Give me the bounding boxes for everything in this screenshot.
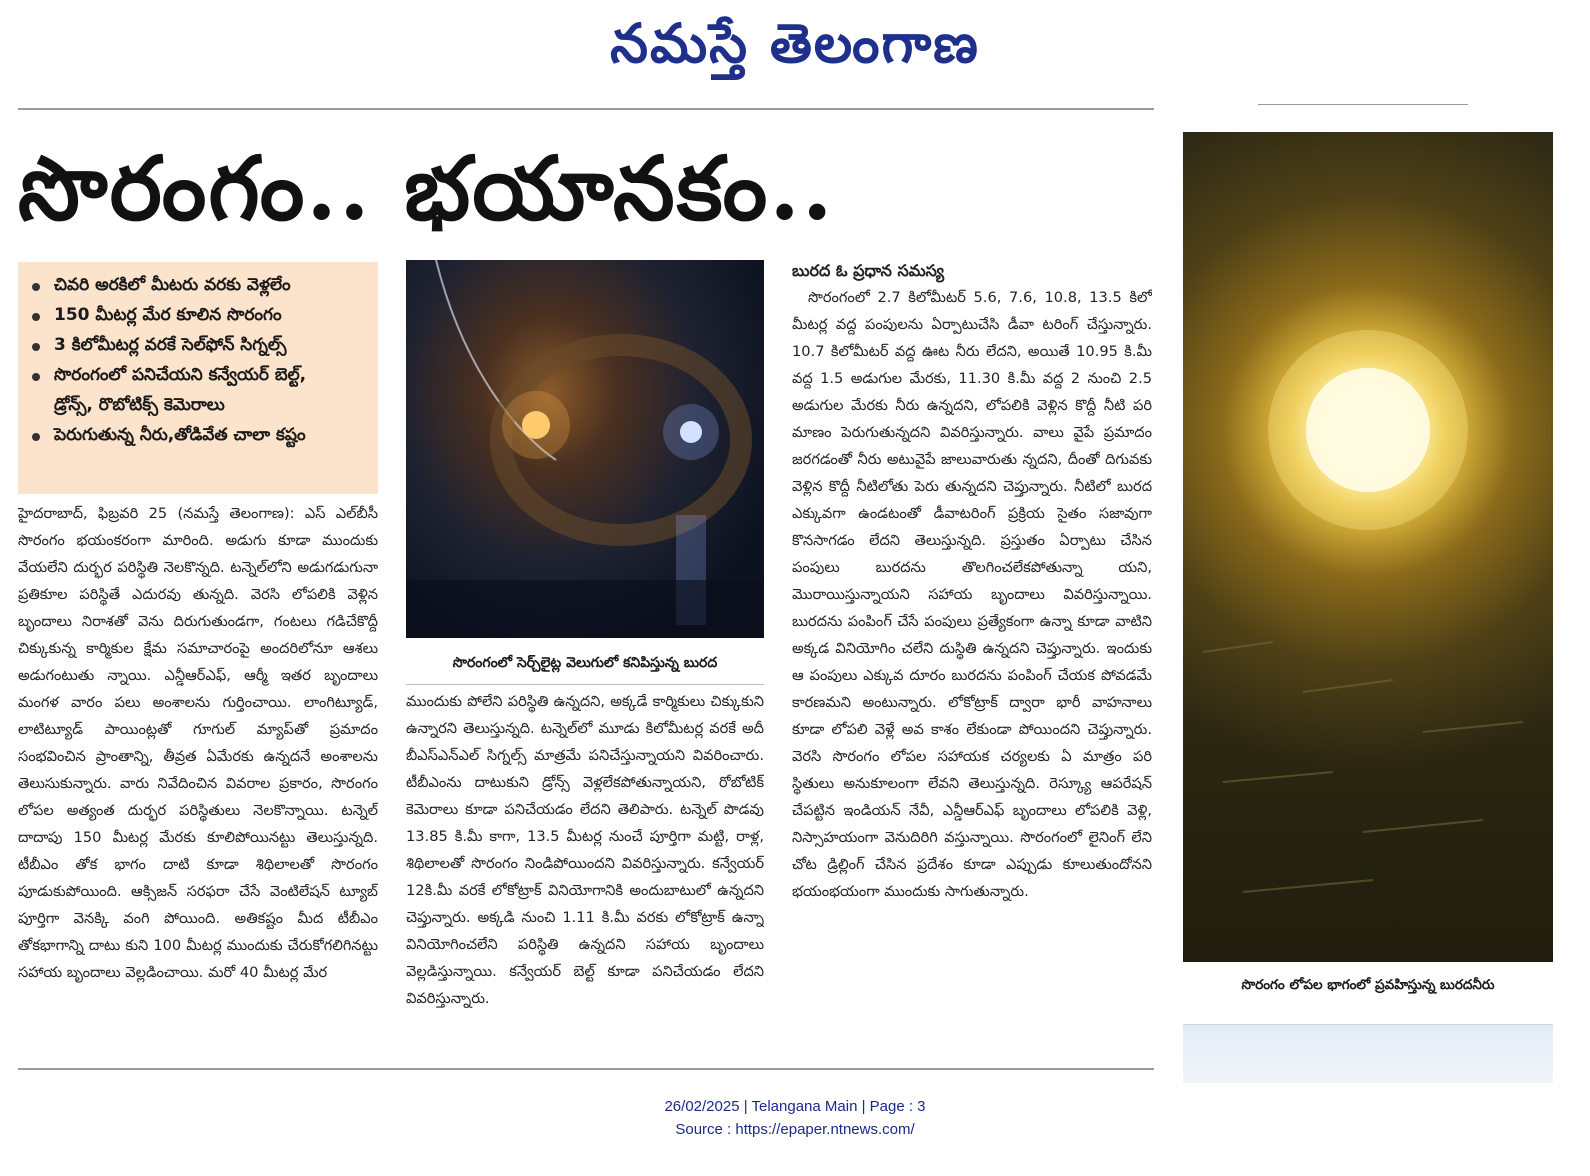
headline: సొరంగం.. భయానకం.. (18, 136, 835, 240)
footer-source: Source : https://epaper.ntnews.com/ (675, 1121, 915, 1138)
article-text-col2: ముందుకు పోలేని పరిస్థితి ఉన్నదని, అక్కడే కార్మికులు చిక్కుకుని ఉన్నారని తెలుస్తున్నది. టన్నెల్‌లో మూడు కిలోమీటర్ల వరకే అదీ బీఎస్ఎన్ఎల్ సిగ్నల్స్ మాత్రమే పనిచేస్తున్నాయని వివరించారు. టీబీఎంను దాటుకుని డ్రోన్స్ వెళ్లలేకపోతున్నాయని, రోబోటిక్ కెమెరాలు కూడా పనిచేయడం లేదని తెలిపారు. టన్నెల్ పొడవు 13.85 కి.మీ కాగా, 13.5 మీటర్ల నుంచే పూర్తిగా మట్టి, రాళ్ల, శిథిలాలతో సొరంగం నిండిపోయిందని వివరిస్తున్నారు. కన్వేయర్ 12కి.మీ వరకే లోకోట్రాక్ వినియోగానికి అందుబాటులో ఉన్నదని చెప్తున్నారు. అక్కడి నుంచి 1.11 కి.మీ వరకు లోకోట్రాక్ ఉన్నా వినియోగించలేని పరిస్థితి ఉన్నదని సహాయ బృందాలు వెల్లడిస్తున్నాయి. కన్వేయర్ బెల్ట్ కూడా పనిచేయడం లేదని వివరిస్తున్నారు. (406, 693, 764, 1007)
footer-date-edition: 26/02/2025 | Telangana Main | Page : 3 (664, 1098, 926, 1115)
article-column-1 (18, 500, 378, 1060)
article-column-2 (406, 688, 764, 1058)
bullet-icon (32, 313, 40, 321)
article-text-col3: సొరంగంలో 2.7 కిలోమీటర్ 5.6, 7.6, 10.8, 13.5 కిలో మీటర్ల వద్ద పంపులను ఏర్పాటుచేసి డీవా టరింగ్ చేస్తున్నారు. 10.7 కిలోమీటర్ వద్ద ఊట నీరు లేదని, అయితే 10.95 కి.మీ వద్ద 1.5 అడుగుల మేరకు, 11.30 కి.మీ వద్ద 2 నుంచి 2.5 అడుగుల మేరకు నీరు ఉన్నదని, లోపలికి వెళ్లిన కొద్దీ నీటి పరి మాణం పెరుగుతున్నదని వివరిస్తున్నారు. వాలు వైపే ప్రమాదం జరగడంతో నీరు అటువైపే జాలువారుతు న్నదని, దీంతో దిగువకు వెళ్లిన కొద్దీ నీటిలోతు పెరు తున్నదని చెప్తున్నారు. నీటిలో బురద ఎక్కువగా ఉండటంతో డీవాటరింగ్ ప్రక్రియ సైతం సజావుగా కొనసాగడం లేదని తెలుస్తున్నది. ప్రస్తుతం ఏర్పాటు చేసిన పంపులు బురదను తొలగించలేకపోతున్నా యని, మొరాయిస్తున్నాయని సహాయ బృందాలు వివరిస్తున్నాయి. బురదను పంపింగ్ చేసే పంపులు ప్రత్యేకంగా ఉన్నా కూడా వాటిని అక్కడ వినియోగిం చలేని దుస్థితి ఉన్నదని చెప్తున్నారు. ఇందుకు ఆ పంపులు ఎక్కువ దూరం బురదను పంపింగ్ చేయక పోవడమే కారణమని అంటున్నారు. లోకోట్రాక్ ద్వారా భారీ వాహనాలు కూడా లోపలి వెళ్లే అవ కాశం లేకుండా పోయిందని చెప్తున్నారు. వెరసి సొరంగం లోపల సహాయక చర్యలకు ఏ మాత్రం పరి స్థితులు అనుకూలంగా లేవని తెలుస్తున్నది. రెస్క్యూ ఆపరేషన్ చేపట్టిన ఇండియన్ నేవీ, ఎన్డీఆర్ఎఫ్ బృందాలు లోపలికి వెళ్లి, నిస్సాహయంగా వెనుదిరిగి వస్తున్నాయి. సొరంగంలో లైనింగ్ లేని చోట డ్రిల్లింగ్ చేసిన ప్రదేశం కూడా ఎప్పుడు కూలుతుందోనని భయంభయంగా ముందుకు సాగుతున్నారు. (792, 289, 1152, 900)
bullet-icon (32, 283, 40, 291)
highlights-box (18, 262, 378, 494)
top-divider-right (1258, 104, 1468, 105)
right-bottom-panel (1183, 1024, 1553, 1083)
highlights-list (32, 270, 370, 450)
bottom-divider (18, 1068, 1154, 1070)
article-column-3 (792, 258, 1152, 1058)
bullet-icon (32, 373, 40, 381)
bullet-icon (32, 343, 40, 351)
highlight-item: సొరంగంలో పనిచేయని కన్వేయర్ బెల్ట్, (32, 360, 370, 390)
tunnel-searchlight-photo (406, 260, 764, 638)
column-subhead: బురద ఓ ప్రధాన సమస్య (792, 261, 945, 280)
tunnel-photo-art (406, 260, 764, 638)
article-text-col1: హైదరాబాద్, ఫిబ్రవరి 25 (నమస్తే తెలంగాణ): ఎస్ ఎల్‌బీసీ సొరంగం భయంకరంగా మారింది. అడుగు కూడా ముందుకు వేయలేని దుర్భర పరిస్థితి నెలకొన్నది. టన్నెల్‌లోని అడుగడుగునా ప్రతికూల పరిస్థితే ఎదురవు తున్నది. వెరసి లోపలికి వెళ్లిన బృందాలు నిరాశతో వెను దిరుగుతుండగా, గంటలు గడిచేకొద్దీ చిక్కుకున్న కార్మికుల క్షేమ సమాచారంపై అందరిలోనూ ఆశలు అడుగంటుతు న్నాయి. ఎన్డీఆర్ఎఫ్, ఆర్మీ ఇతర బృందాలు మంగళ వారం పలు అంశాలను గుర్తించాయి. లాంగిట్యూడ్, లాటిట్యూడ్ పాయింట్లతో గూగుల్ మ్యాప్‌తో ప్రమాదం సంభవించిన ప్రాంతాన్ని, తీవ్రత ఏమేరకు ఉన్నదనే అంశాలను తెలుసుకున్నారు. వారు నివేదించిన వివరాల ప్రకారం, సొరంగం లోపల అత్యంత దుర్భర పరిస్థితులు నెలకొన్నాయి. టన్నెల్ దాదాపు 150 మీటర్ల మేరకు కూలిపోయినట్టు తెలుస్తున్నది. టీబీఎం తోక భాగం దాటి కూడా శిథిలాలతో సొరంగం పూడుకుపోయింది. ఆక్సిజన్ సరఫరా చేసే వెంటిలేషన్ ట్యూబ్ పూర్తిగా వెనక్కి వంగి పోయింది. అతికష్టం మీద టీబీఎం తోకభాగాన్ని దాటు కుని 100 మీటర్ల ముందుకు చేరుకోగలిగినట్టు సహాయ బృందాలు వెల్లడించాయి. మరో 40 మీటర్ల మేర (18, 505, 378, 981)
highlight-item: 3 కిలోమీటర్ల వరకే సెల్‌ఫోన్ సిగ్నల్స్ (32, 330, 370, 360)
highlight-item: పెరుగుతున్న నీరు,తోడివేత చాలా కష్టం (32, 420, 370, 450)
top-divider (18, 108, 1154, 110)
highlight-item: చివరి అరకిలో మీటరు వరకు వెళ్లలేం (32, 270, 370, 300)
caption-divider (406, 684, 764, 685)
right-photo-caption: సొరంగం లోపల భాగంలో ప్రవహిస్తున్న బురదనీరు (1241, 977, 1495, 993)
muddy-water-photo-art (1183, 132, 1553, 962)
highlight-item-continued: డ్రోన్స్, రొబోటిక్స్ కెమెరాలు (54, 395, 225, 415)
masthead: నమస్తే తెలంగాణ (610, 11, 980, 75)
middle-photo-caption: సొరంగంలో సెర్చ్‌లైట్ల వెలుగులో కనిపిస్తున్న బురద (452, 655, 718, 671)
bullet-icon (32, 433, 40, 441)
highlight-item: 150 మీటర్ల మేర కూలిన సొరంగం (32, 300, 370, 330)
muddy-water-photo (1183, 132, 1553, 962)
